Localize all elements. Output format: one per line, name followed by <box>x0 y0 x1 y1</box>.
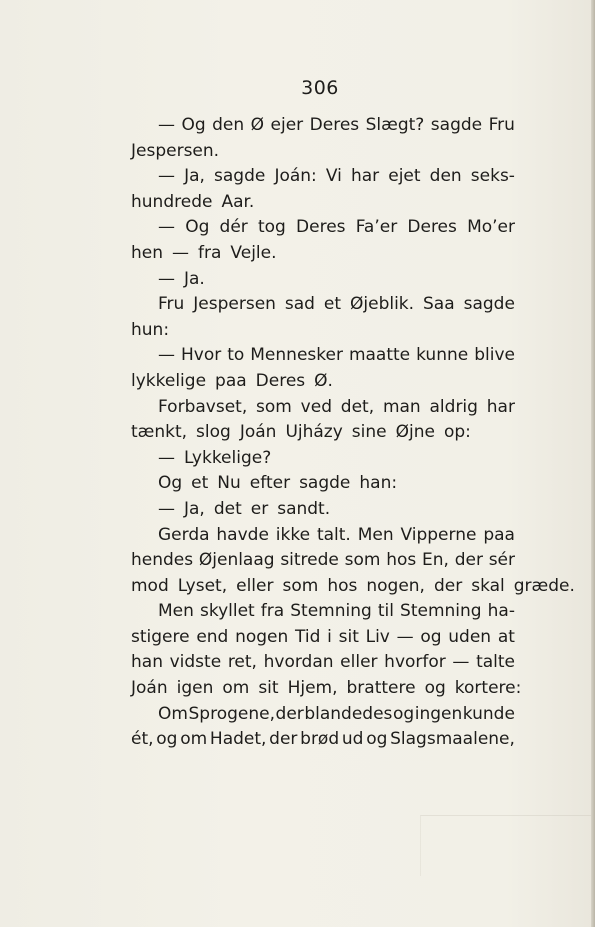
word: hos <box>327 575 358 596</box>
word: Hvor <box>180 345 222 366</box>
word: der <box>454 550 483 571</box>
word: Tid <box>295 626 321 647</box>
word: Øjeblik. <box>350 294 415 315</box>
word: — <box>172 242 190 263</box>
word: Og <box>181 115 206 135</box>
word: Hadet, <box>209 729 267 750</box>
word: Ujházy <box>285 422 343 443</box>
word: nogen, <box>366 575 425 596</box>
word: sine <box>351 422 387 443</box>
text-line <box>131 267 515 293</box>
word: kunde <box>462 703 515 724</box>
word: mod <box>131 575 169 596</box>
word: hendes <box>131 550 194 571</box>
word: har <box>350 166 380 187</box>
text-line <box>131 395 515 421</box>
word: sagde <box>214 166 266 187</box>
word: ét, <box>131 729 154 750</box>
word: Liv <box>365 626 390 647</box>
word: han <box>131 652 163 673</box>
word: er <box>250 498 269 519</box>
text-line <box>131 548 515 574</box>
word: Vejle. <box>230 242 277 263</box>
word: Joán <box>131 678 168 699</box>
word: blandedes <box>304 703 393 724</box>
word: græde. <box>513 575 575 596</box>
word: Ø. <box>314 370 333 391</box>
page-number: 306 <box>301 77 339 99</box>
word: Stemning <box>290 601 372 622</box>
word: seks- <box>470 166 515 187</box>
word: Ja. <box>184 268 205 289</box>
word: — <box>158 166 175 187</box>
word: igen <box>176 678 214 699</box>
word: Jespersen. <box>131 140 220 161</box>
word: der <box>275 703 304 724</box>
word: — <box>158 498 175 519</box>
text-line <box>131 574 575 600</box>
word: sagde <box>463 294 515 315</box>
word: Deres <box>255 370 306 391</box>
word: hundrede <box>131 191 213 212</box>
word: Joán <box>239 422 277 443</box>
word: Forbavset, <box>158 396 248 417</box>
word: Vi <box>325 166 342 187</box>
word: — <box>158 115 175 135</box>
word: et <box>191 473 209 494</box>
word: om <box>180 729 208 750</box>
word: — <box>158 217 175 238</box>
word: som <box>344 550 381 571</box>
word: Vipperne <box>400 524 477 545</box>
word: Om <box>158 703 188 724</box>
word: sit <box>338 626 359 647</box>
word: Ja, <box>184 166 205 187</box>
text-line <box>131 215 515 241</box>
page-edge <box>591 0 595 927</box>
word: Hjem, <box>287 678 338 699</box>
word: hvordan <box>263 652 334 673</box>
word: end <box>196 626 229 647</box>
word: i <box>327 626 332 647</box>
word: om <box>222 678 250 699</box>
word: at <box>497 626 515 647</box>
word: den <box>212 115 245 135</box>
text-line <box>131 727 515 753</box>
word: som <box>256 396 292 417</box>
word: og <box>424 678 446 699</box>
word: ejet <box>388 166 421 187</box>
word: aldrig <box>429 396 478 417</box>
word: sagde <box>430 115 483 135</box>
word: han: <box>359 473 398 494</box>
word: Deres <box>407 217 457 238</box>
word: Øjne <box>395 422 435 443</box>
word: Joán: <box>274 166 317 187</box>
text-line <box>131 420 515 446</box>
word: fra <box>260 601 285 622</box>
text-line <box>131 446 515 472</box>
word: Aar. <box>221 191 255 212</box>
word: sitrede <box>280 550 339 571</box>
word: kunne <box>416 345 469 366</box>
word: hos <box>386 550 417 571</box>
word: Nu <box>217 473 241 494</box>
word: stigere <box>131 626 190 647</box>
word: fra <box>198 242 222 263</box>
word: hvorfor <box>384 652 446 673</box>
word: tog <box>257 217 286 238</box>
text-line <box>131 343 515 369</box>
word: tænkt, <box>131 422 188 443</box>
paper-stain <box>420 815 595 876</box>
body-text <box>131 113 575 753</box>
word: Men <box>158 601 194 622</box>
word: der <box>433 575 463 596</box>
word: ha- <box>487 601 515 622</box>
word: kortere: <box>454 678 522 699</box>
word: ret, <box>227 652 257 673</box>
text-line <box>131 676 522 702</box>
text-line <box>131 702 515 728</box>
word: Fa’er <box>355 217 398 238</box>
word: sér <box>488 550 515 571</box>
word: efter <box>249 473 291 494</box>
word: slog <box>196 422 231 443</box>
text-line <box>131 113 515 139</box>
word: sagde <box>299 473 351 494</box>
word: ud <box>341 729 364 750</box>
word: maatte <box>348 345 411 366</box>
word: sandt. <box>277 498 331 519</box>
word: og <box>392 703 415 724</box>
word: hun: <box>131 319 170 340</box>
word: havde <box>216 524 269 545</box>
word: skyllet <box>199 601 255 622</box>
word: Fru <box>158 294 185 315</box>
word: ved <box>300 396 332 417</box>
word: Slægt? <box>365 115 425 135</box>
word: — <box>452 652 470 673</box>
word: ikke <box>275 524 311 545</box>
word: sad <box>284 294 315 315</box>
word: Men <box>357 524 394 545</box>
word: Lyset, <box>177 575 228 596</box>
text-line <box>131 471 515 497</box>
word: man <box>382 396 421 417</box>
text-line <box>131 625 515 651</box>
word: Sprogene, <box>188 703 275 724</box>
word: Mo’er <box>467 217 515 238</box>
word: det, <box>340 396 375 417</box>
word: Og <box>185 217 210 238</box>
word: Gerda <box>158 524 210 545</box>
word: blive <box>474 345 515 366</box>
word: talte <box>476 652 515 673</box>
word: paa <box>483 524 515 545</box>
word: — <box>396 626 414 647</box>
word: Slagsmaalene, <box>390 729 515 750</box>
word: talt. <box>316 524 351 545</box>
text-line <box>131 292 515 318</box>
word: og <box>420 626 442 647</box>
word: til <box>377 601 394 622</box>
word: Deres <box>296 217 346 238</box>
word: der <box>269 729 298 750</box>
word: et <box>323 294 342 315</box>
word: lykkelige <box>131 370 207 391</box>
word: Fru <box>488 115 515 135</box>
text-line <box>131 190 515 216</box>
text-line <box>131 650 515 676</box>
word: op: <box>443 422 471 443</box>
word: En, <box>422 550 449 571</box>
word: Jespersen <box>193 294 276 315</box>
word: uden <box>448 626 492 647</box>
word: skal <box>471 575 505 596</box>
word: Ø <box>250 115 265 135</box>
word: nogen <box>235 626 289 647</box>
word: det <box>213 498 242 519</box>
word: hen <box>131 242 164 263</box>
word: — <box>158 268 175 289</box>
word: — <box>158 345 175 366</box>
word: eller <box>340 652 378 673</box>
word: har <box>486 396 515 417</box>
word: Øjenlaag <box>198 550 275 571</box>
text-line <box>131 523 515 549</box>
word: dér <box>219 217 248 238</box>
word: Deres <box>309 115 360 135</box>
word: ejer <box>270 115 304 135</box>
word: Stemning <box>400 601 482 622</box>
word: som <box>282 575 319 596</box>
word: ingen <box>414 703 463 724</box>
text-line <box>131 318 515 344</box>
text-line <box>131 241 515 267</box>
text-line <box>131 599 515 625</box>
word: Og <box>158 473 183 494</box>
word: eller <box>236 575 274 596</box>
word: Ja, <box>184 498 205 519</box>
text-line <box>131 164 515 190</box>
text-line <box>131 497 515 523</box>
text-line <box>131 139 515 165</box>
word: paa <box>215 370 247 391</box>
word: sit <box>258 678 279 699</box>
word: Saa <box>423 294 455 315</box>
word: Mennesker <box>250 345 343 366</box>
word: — <box>158 447 175 468</box>
word: den <box>429 166 462 187</box>
word: to <box>227 345 245 366</box>
text-line <box>131 369 515 395</box>
word: brød <box>300 729 340 750</box>
word: Lykkelige? <box>184 447 272 468</box>
word: vidste <box>169 652 222 673</box>
word: brattere <box>346 678 416 699</box>
word: og <box>156 729 178 750</box>
word: og <box>366 729 388 750</box>
